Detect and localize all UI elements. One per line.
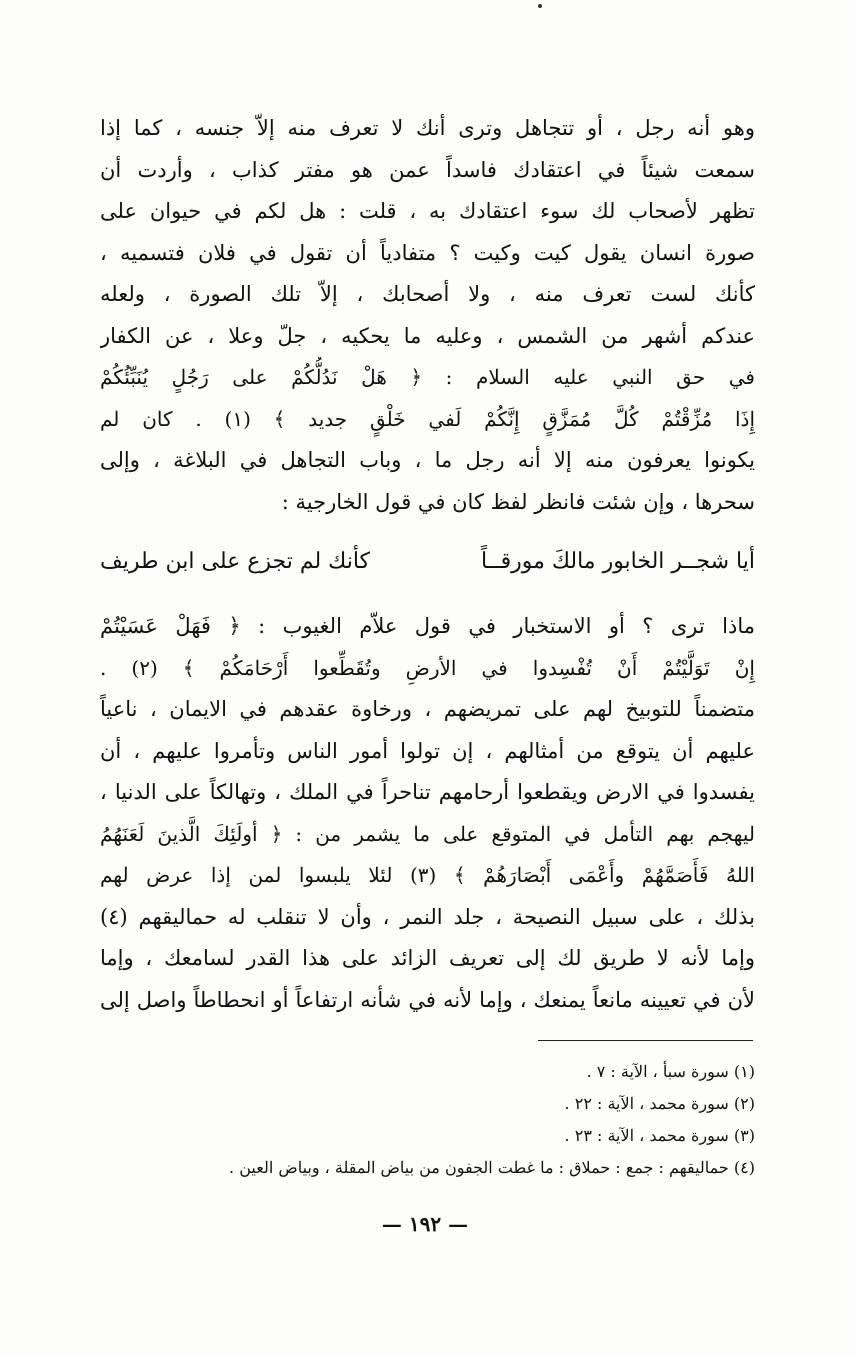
footnote: (٣) سورة محمد ، الآية : ٢٣ .	[564, 1126, 755, 1145]
text-line: بذلك ، على سبيل النصيحة ، جلد النمر ، وأن لا تنقلب له حماليقهم (٤)	[100, 904, 755, 929]
quran-verse-line: اللهُ فَأَصَمَّهُمْ وأَعْمَى أَبْصَارَهُمْ ﴾ (٣) لئلا يلبسوا لمن إذا عرض لهم	[100, 863, 755, 887]
paragraph-2	[100, 606, 755, 1021]
quran-verse-line: إِنْ تَوَلَّيْتُمْ أَنْ تُفْسِدوا في الأرضِ وتُقَطِّعوا أَرْحَامَكُمْ ﴾ (٢) .	[100, 655, 755, 680]
text-line: متضمناً للتوبيخ لهم على تمريضهم ، ورخاوة عقدهم في الايمان ، ناعياً	[100, 697, 755, 721]
footnote: (١) سورة سبأ ، الآية : ٧ .	[586, 1062, 755, 1081]
paragraph-1	[100, 108, 755, 523]
poem-hemistich-left: كأنك لم تجزع على ابن طريف	[100, 549, 371, 574]
text-line: تظهر لأصحاب لك سوء اعتقادك به ، قلت : هل لكم في حيوان على	[100, 199, 755, 223]
text-line: ماذا ترى ؟ أو الاستخبار في قول علاّم الغيوب : ﴿ فَهَلْ عَسَيْتُمْ	[100, 614, 755, 638]
footnotes	[100, 1056, 755, 1184]
quran-verse-line: في حق النبي عليه السلام : ﴿ هَلْ نَدُلُّكُمْ على رَجُلٍ يُنَبِّئُكُمْ	[100, 365, 755, 389]
text-line: وهو أنه رجل ، أو تتجاهل وترى أنك لا تعرف منه إلاّ جنسه ، كما إذا	[100, 116, 755, 140]
text-line: عليهم أن يتوقع من أمثالهم ، إن تولوا أمور الناس وتأمروا عليهم ، أن	[100, 738, 755, 763]
text-line: كأنك لست تعرف منه ، ولا أصحابك ، إلاّ تلك الصورة ، ولعله	[100, 282, 755, 306]
page-number: — ١٩٢ —	[381, 1212, 469, 1236]
footnote: (٢) سورة محمد ، الآية : ٢٢ .	[564, 1094, 755, 1113]
text-line: وإما لأنه لا طريق لك إلى تعريف الزائد على هذا القدر لسامعك ، وإما	[100, 946, 755, 970]
quran-verse-line: إِذَا مُزِّقْتُمْ كُلَّ مُمَزَّقٍ إِنَّكُمْ لَفي خَلْقٍ جديد ﴾ (١) . كان لم	[100, 406, 755, 431]
text-line: لأن في تعيينه مانعاً يمنعك ، وإما لأنه في شأنه ارتفاعاً أو انحطاطاً واصل إلى	[100, 987, 755, 1012]
footnote: (٤) حماليقهم : جمع : حملاق : ما غطت الجفون من بياض المقلة ، وبياض العين .	[229, 1158, 755, 1177]
page-mark	[538, 4, 542, 8]
poem-hemistich-right: أيا شجــر الخابور مالكَ مورقــاً	[480, 549, 755, 574]
quran-verse-line: ليهجم بهم التأمل في المتوقع على ما يشمر من : ﴿ أولَئِكَ الَّذينَ لَعَنَهُمُ	[100, 821, 755, 846]
text-line: سحرها ، وإن شئت فانظر لفظ كان في قول الخارجية :	[281, 489, 755, 514]
text-line: يفسدوا في الارض ويقطعوا أرحامهم تناحراً في الملك ، وتهالكاً على الدنيا ،	[100, 780, 755, 804]
text-line: سمعت شيئاً في اعتقادك فاسداً عمن هو مفتر كذاب ، وأردت أن	[100, 157, 755, 182]
text-line: عندكم أشهر من الشمس ، وعليه ما يحكيه ، جلّ وعلا ، عن الكفار	[100, 323, 755, 348]
footnote-divider	[538, 1040, 753, 1041]
text-line: صورة انسان يقول كيت وكيت ؟ متفادياً أن تقول في فلان فتسميه ،	[100, 240, 755, 265]
poem-verse	[100, 540, 755, 584]
text-line: يكونوا يعرفون منه إلا أنه رجل ما ، وباب التجاهل في البلاغة ، وإلى	[100, 448, 755, 472]
